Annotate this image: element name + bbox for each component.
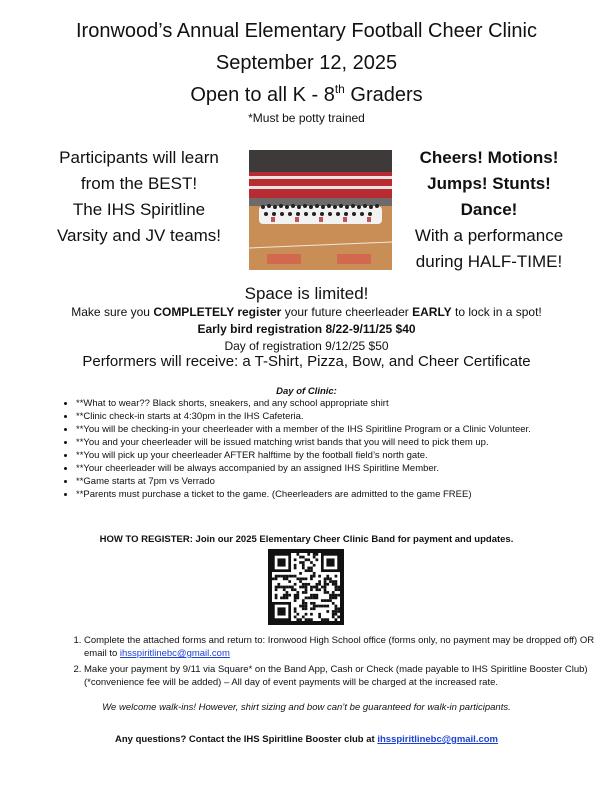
register-text: Make sure you (71, 305, 154, 319)
left-line: from the BEST! (80, 174, 198, 193)
qr-finder-square (326, 558, 334, 566)
list-item: • **Game starts at 7pm vs Verrado (76, 475, 596, 488)
right-line-bold: Dance! (460, 200, 518, 219)
register-early-line (0, 305, 613, 319)
contact-line (0, 734, 613, 745)
list-item: • **Clinic check-in starts at 4:30pm in the IHS Cafeteria. (76, 410, 596, 423)
list-item: • **You and your cheerleader will be issued matching wrist bands that you will need to pick them up. (76, 436, 596, 449)
list-item: • **You will be checking-in your cheerleader with a member of the IHS Spiritline Program or a Clinic Volunteer. (76, 423, 596, 436)
right-line-bold: Cheers! Motions! (419, 148, 559, 167)
early-bird-price: Early bird registration 8/22-9/11/25 $40 (197, 322, 416, 336)
right-line: With a performance (414, 226, 564, 245)
right-line: during HALF-TIME! (415, 252, 563, 271)
walk-in-note: We welcome walk-ins! However, shirt sizing and bow can’t be guaranteed for walk-in participants. (102, 702, 511, 713)
list-item: • **You will pick up your cheerleader AFTER halftime by the football field’s north gate. (76, 449, 596, 462)
day-of-price: Day of registration 9/12/25 $50 (224, 339, 389, 353)
left-line: Varsity and JV teams! (56, 226, 222, 245)
learn-from-best-block (30, 145, 248, 249)
register-bold: EARLY (412, 305, 452, 319)
right-line-bold: Jumps! Stunts! (427, 174, 551, 193)
qr-code-image (268, 549, 344, 625)
contact-email-link[interactable]: ihsspiritlinebc@gmail.com (377, 734, 498, 745)
left-line: The IHS Spiritline (72, 200, 206, 219)
grade-range-suffix: Graders (344, 84, 423, 106)
register-text: to lock in a spot! (451, 305, 542, 319)
list-item: • **What to wear?? Black shorts, sneakers, and any school appropriate shirt (76, 397, 596, 410)
step-item: 2. Make your payment by 9/11 via Square* on the Band App, Cash or Check (made payable to IHS Spiritline Booster Club) (*convenience fee will be added) – All day of event payments will be charged at the increased rate. (84, 663, 604, 689)
grade-superscript: th (334, 82, 345, 96)
potty-trained-note: *Must be potty trained (248, 111, 365, 125)
email-link[interactable]: ihsspiritlinebc@gmail.com (119, 648, 230, 659)
qr-code[interactable] (268, 549, 344, 625)
register-text: your future cheerleader (281, 305, 413, 319)
how-to-register: HOW TO REGISTER: Join our 2025 Elementary Cheer Clinic Band for payment and updates. (99, 534, 514, 545)
left-line: Participants will learn (59, 148, 219, 167)
performer-rewards: Performers will receive: a T-Shirt, Pizza, Bow, and Cheer Certificate (82, 353, 531, 370)
step-item (84, 634, 604, 660)
space-limited: Space is limited! (244, 284, 369, 303)
qr-finder-square (277, 558, 285, 566)
register-bold: COMPLETELY register (153, 305, 282, 319)
team-photo-image (249, 150, 392, 270)
grade-range-prefix: Open to all K - 8 (190, 84, 335, 106)
qr-finder-square (277, 607, 285, 615)
event-date: September 12, 2025 (215, 52, 398, 74)
registration-steps (68, 634, 604, 692)
list-item: • **Your cheerleader will be always accompanied by an assigned IHS Spiritline Member. (76, 462, 596, 475)
activities-block (394, 145, 584, 275)
day-of-clinic-list (40, 397, 596, 501)
step-text: Complete the attached forms and return to: Ironwood High School office (forms only, no payment may be dropped off) OR email to (84, 635, 595, 659)
flyer-title: Ironwood’s Annual Elementary Football Cheer Clinic (76, 20, 537, 42)
day-of-clinic-heading: Day of Clinic: (276, 386, 337, 397)
contact-text: Any questions? Contact the IHS Spiritline Booster club at (115, 734, 378, 745)
team-photo (249, 150, 392, 270)
list-item: • **Parents must purchase a ticket to the game. (Cheerleaders are admitted to the game FREE) (76, 488, 596, 501)
grade-range (0, 83, 613, 107)
